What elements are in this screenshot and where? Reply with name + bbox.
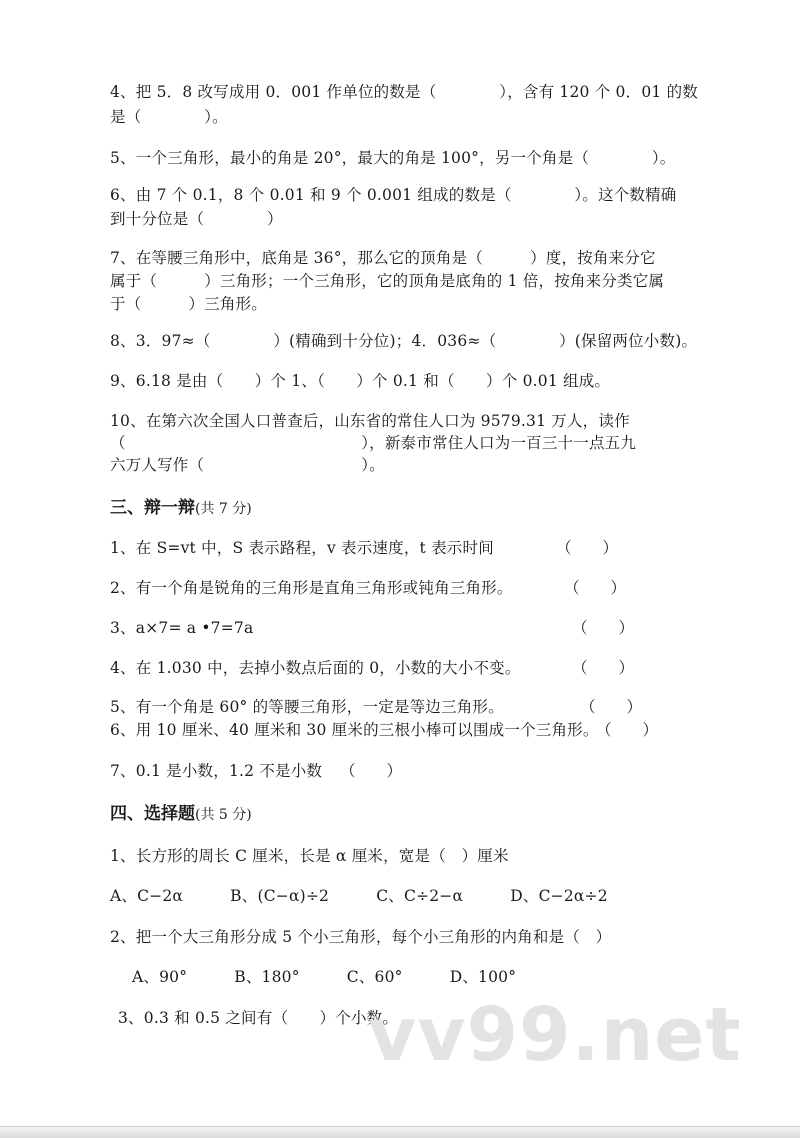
choice-question-3: 3、0.3 和 0.5 之间有（ ）个小数。 [118, 1009, 399, 1027]
watermark: vv99.net [368, 992, 742, 1078]
judge-item-1: 1、在 S=vt 中，S 表示路程，v 表示速度，t 表示时间 [110, 539, 494, 557]
choice-question-2-options: A、90° B、180° C、60° D、100° [132, 968, 517, 986]
section-3-heading [110, 497, 252, 520]
question-10-line-2: （ ），新泰市常住人口为一百三十一点五九 [110, 434, 637, 452]
choice-question-2: 2、把一个大三角形分成 5 个小三角形，每个小三角形的内角和是（ ） [110, 928, 612, 946]
judge-answer-3: （ ） [572, 619, 635, 637]
judge-answer-1: （ ） [556, 539, 619, 557]
judge-item-4: 4、在 1.030 中，去掉小数点后面的 0，小数的大小不变。 [110, 659, 521, 677]
question-4-line-1: 4、把 5．8 改写成用 0．001 作单位的数是（ ），含有 120 个 0．01 的数 [110, 83, 698, 101]
judge-answer-2: （ ） [564, 579, 627, 597]
page-bottom-edge [0, 1126, 800, 1138]
question-5: 5、一个三角形，最小的角是 20°，最大的角是 100°，另一个角是（ ）。 [110, 149, 676, 167]
question-7-line-2: 属于（ ）三角形；一个三角形，它的顶角是底角的 1 倍，按角来分类它属 [110, 272, 665, 290]
question-9: 9、6.18 是由（ ）个 1、（ ）个 0.1 和（ ）个 0.01 组成。 [110, 372, 611, 390]
judge-item-5: 5、有一个角是 60° 的等腰三角形，一定是等边三角形。 [110, 698, 504, 716]
section-3-title: 三、辩一辩 [110, 498, 195, 518]
judge-answer-4: （ ） [572, 659, 635, 677]
question-4-line-2: 是（ ）。 [110, 108, 228, 126]
judge-item-6: 6、用 10 厘米、40 厘米和 30 厘米的三根小棒可以围成一个三角形。 [110, 721, 599, 739]
judge-item-3: 3、a×7= a •7=7a [110, 619, 254, 637]
question-6-line-2: 到十分位是（ ） [110, 210, 283, 228]
section-4-heading [110, 803, 252, 826]
section-4-title: 四、选择题 [110, 804, 195, 824]
judge-answer-5: （ ） [580, 698, 643, 716]
question-7-line-3: 于（ ）三角形。 [110, 295, 268, 313]
section-3-score: (共 7 分) [195, 501, 252, 517]
judge-answer-7: （ ） [340, 762, 403, 780]
question-7-line-1: 7、在等腰三角形中，底角是 36°，那么它的顶角是（ ）度，按角来分它 [110, 249, 656, 267]
judge-item-7: 7、0.1 是小数，1.2 不是小数 [110, 762, 323, 780]
question-8: 8、3．97≈（ ）(精确到十分位)；4．036≈（ ）(保留两位小数)。 [110, 332, 698, 350]
judge-answer-6: （ ） [596, 721, 659, 739]
choice-question-1-options: A、C−2α B、(C−α)÷2 C、C÷2−α D、C−2α÷2 [110, 887, 608, 905]
question-10-line-1: 10、在第六次全国人口普查后，山东省的常住人口为 9579.31 万人，读作 [110, 412, 630, 430]
choice-question-1: 1、长方形的周长 C 厘米，长是 α 厘米，宽是（ ）厘米 [110, 847, 509, 865]
question-6-line-1: 6、由 7 个 0.1，8 个 0.01 和 9 个 0.001 组成的数是（ ）。这个数精确 [110, 186, 677, 204]
judge-item-2: 2、有一个角是锐角的三角形是直角三角形或钝角三角形。 [110, 579, 513, 597]
question-10-line-3: 六万人写作（ ）。 [110, 456, 385, 474]
section-4-score: (共 5 分) [195, 807, 252, 823]
